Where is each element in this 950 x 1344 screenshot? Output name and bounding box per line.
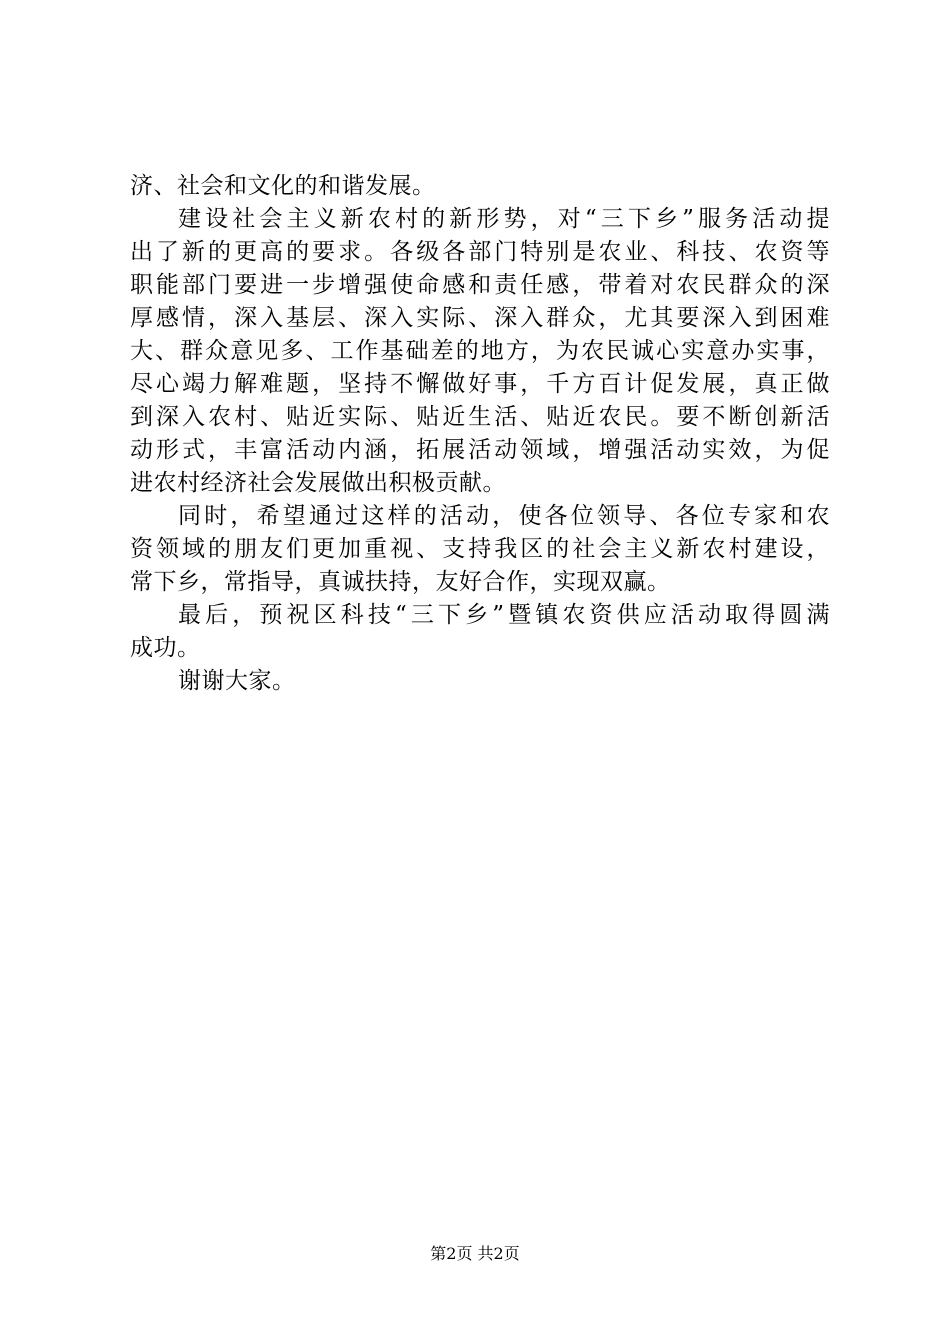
text-line: 厚感情，深入基层、深入实际、深入群众，尤其要深入到困难 [130, 305, 830, 331]
text-line: 成功。 [130, 635, 201, 661]
text-line: 常下乡，常指导，真诚扶持，友好合作，实现双赢。 [130, 569, 671, 595]
text-line: 资领域的朋友们更加重视、支持我区的社会主义新农村建设， [130, 536, 830, 562]
text-line: 到深入农村、贴近实际、贴近生活、贴近农民。要不断创新活 [130, 404, 830, 430]
text-line: 谢谢大家。 [178, 668, 296, 694]
text-line: 建设社会主义新农村的新形势，对“三下乡”服务活动提 [178, 206, 830, 232]
text-line: 大、群众意见多、工作基础差的地方，为农民诚心实意办实事， [130, 338, 830, 364]
text-line: 同时，希望通过这样的活动，使各位领导、各位专家和农 [178, 503, 830, 529]
document-body [130, 170, 830, 698]
page-number-footer: 第2页 共2页 [430, 1244, 520, 1263]
text-line: 进农村经济社会发展做出积极贡献。 [130, 470, 506, 496]
text-line: 尽心竭力解难题，坚持不懈做好事，千方百计促发展，真正做 [130, 371, 830, 397]
text-line: 最后，预祝区科技“三下乡”暨镇农资供应活动取得圆满 [178, 602, 830, 628]
text-line: 济、社会和文化的和谐发展。 [130, 173, 436, 199]
text-line: 动形式，丰富活动内涵，拓展活动领域，增强活动实效，为促 [130, 437, 830, 463]
text-line: 职能部门要进一步增强使命感和责任感，带着对农民群众的深 [130, 272, 830, 298]
text-line: 出了新的更高的要求。各级各部门特别是农业、科技、农资等 [130, 239, 830, 265]
